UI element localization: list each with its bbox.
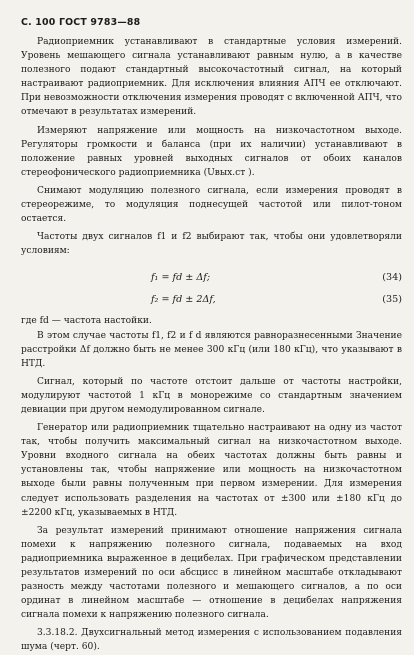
paragraph-where-fd: где fd — частота настойки. xyxy=(21,316,152,327)
formula-34 xyxy=(21,266,402,288)
paragraph-tune-generator: Генератор или радиоприемник тщательно настраивают на одну из частот так, чтобы получить максимальный сигнал на низкочастотном выходе. Уровни входного сигнала на обеих частотах должны быть равны и установлены так, чтобы напряжение или мощность на низкочастотном выходе были равны полученным при первом измерении. Для измерения следует использовать разделения на частотах от ±300 или ±180 кГц до ±2200 кГц, указываемых в НТД. xyxy=(21,423,402,518)
paragraph-result: За результат измерений принимают отношение напряжения сигнала помехи к напряжению полезного сигнала, подаваемых на вход радиоприемника выраженное в децибелах. При графическом представлении результатов измерений по оси абсцисс в линейном масштабе откладывают разность между частотами полезного и мешающего сигналов, а по оси ординат в линейном масштабе — отношение в децибелах напряжения сигнала помехи к напряжению полезного сигнала. xyxy=(21,525,402,621)
paragraph-modulate-signal: Сигнал, который по частоте отстоит дальше от частоты настройки, модулируют частотой 1 кГц в монорежиме со стандартным значением девиации при другом немодулированном сигнале. xyxy=(21,376,402,415)
paragraph-receiver-setup: Радиоприемник устанавливают в стандартные условия измерений. Уровень мешающего сигнала устанавливают равным нулю, а в качестве полезного подают стандартный высокочастотный сигнал, на который настраивают радиоприемник. Для исключения влияния АПЧ ее отключают. При невозможности отключения измерения проводят с включенной АПЧ, что отмечают в результатах измерений. xyxy=(21,37,402,118)
formula-34-expression: f₁ = fd ± Δf; xyxy=(151,271,211,283)
formula-35-expression: f₂ = fd ± 2Δf, xyxy=(151,293,216,305)
paragraph-remove-modulation: Снимают модуляцию полезного сигнала, если измерения проводят в стереорежиме, то модуляция поднесущей частотой или пилот-тоном остается. xyxy=(21,185,402,225)
paragraph-measure-output: Измеряют напряжение или мощность на низкочастотном выходе. Регуляторы громкости и баланса (при их наличии) устанавливают в положение равных уровней выходных сигналов от обоих каналов стереофонического радиоприемника (Uвых.ст ). xyxy=(21,125,402,178)
paragraph-select-frequencies: Частоты двух сигналов f1 и f2 выбирают так, чтобы они удовлетворяли условиям: xyxy=(21,232,402,257)
paragraph-equal-spacing: В этом случае частоты f1, f2 и f d являются равноразнесенными Значение расстройки Δf должно быть не менее 300 кГц (или 180 кГц), что указывают в НТД. xyxy=(21,330,402,369)
formula-35 xyxy=(21,288,402,310)
paragraph-section-3-3-18-2: 3.3.18.2. Двухсигнальный метод измерения с использованием подавления шума (черт. 60). xyxy=(21,628,402,653)
page-header: С. 100 ГОСТ 9783—88 xyxy=(21,17,141,28)
formula-35-number: (35) xyxy=(382,293,402,305)
formula-34-number: (34) xyxy=(382,271,402,283)
